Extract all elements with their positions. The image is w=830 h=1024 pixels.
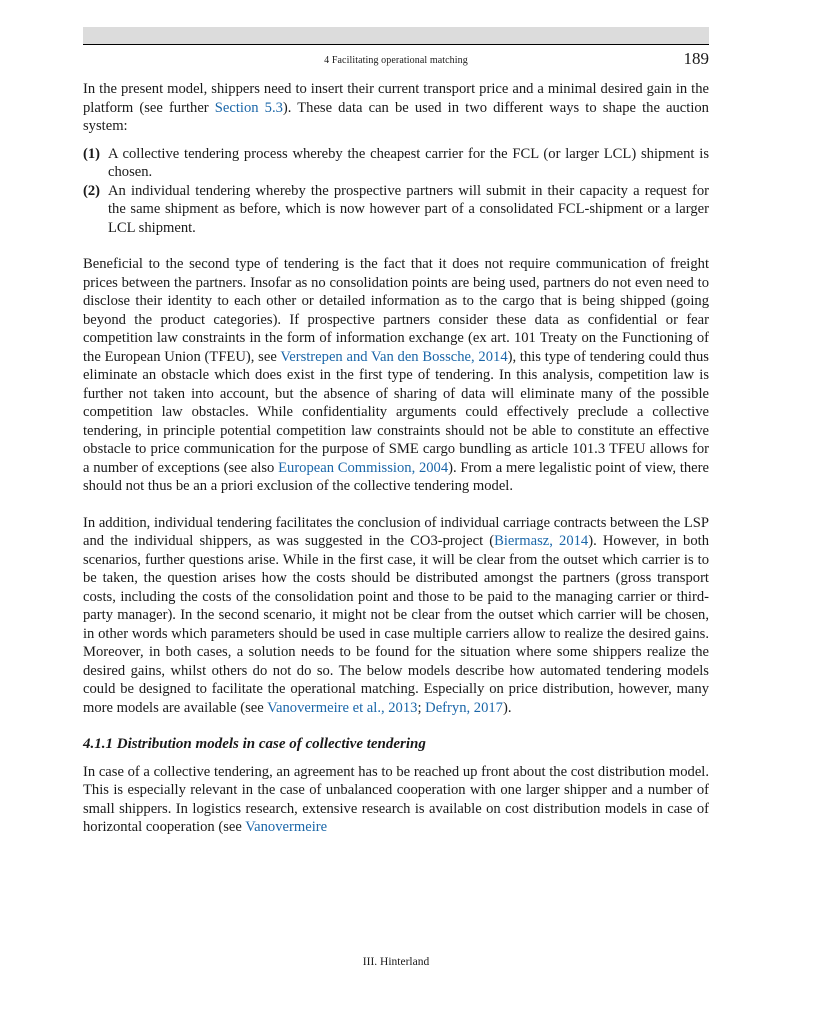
spacer <box>83 136 709 145</box>
para2-text-3: ). From a mere legalistic point of view, there should not thus be an a priori exclusion of the collective tendering model. <box>83 459 709 494</box>
vanovermeire-link[interactable]: Vanovermeire <box>245 819 328 835</box>
paragraph-collective-tendering <box>83 763 709 837</box>
verstrepen-link[interactable]: Verstrepen and Van den Bossche, 2014 <box>280 348 508 365</box>
header-bar <box>83 27 709 44</box>
running-head <box>83 49 709 71</box>
spacer <box>83 754 709 763</box>
numbered-list <box>83 145 709 238</box>
spacer <box>83 717 709 735</box>
paragraph-individual-tendering <box>83 514 709 718</box>
page-number: 189 <box>683 49 709 68</box>
defryn-link[interactable]: Defryn, 2017 <box>425 699 503 716</box>
para3-text-2: ). However, in both scenarios, further questions arise. While in the first case, it will be clear from the outset which carrier is to be taken, the question arises how the costs should be distributed amongst the partners (gross transport costs, including the costs of the consolidation point and those to be paid to the managing carrier or third-party manager). In the second scenario, it might not be clear from the outset which carrier will be chosen, in other words which parameters should be used in case multiple carriers allow to realize the desired gains. Moreover, in both cases, a solution needs to be found for the situation where some shippers realize the desired gains, whilst others do not do so. The below models describe how automated tendering models could be designed to facilitate the operational matching. Especially on price distribution, however, many more models are available (see <box>83 533 709 716</box>
intro-text-2: ). These data can be used in two different ways to shape the auction system: <box>83 99 709 134</box>
para2-text-2: ), this type of tendering could thus eliminate an obstacle which does exist in the first type of tendering. In this analysis, competition law is further not taken into account, but the absence of sharing of data will eliminate many of the possible competition law obstacles. While confidentiality arguments could effectively preclude a collective tendering, in principle potential competition law constraints should not be able to constitute an effective obstacle to price communication for the purpose of SME cargo bundling as article 101.3 TFEU allows for a number of exceptions (see also <box>83 348 709 476</box>
european-commission-link[interactable]: European Commission, 2004 <box>278 459 449 476</box>
spacer <box>83 496 709 514</box>
intro-paragraph <box>83 80 709 136</box>
list-item <box>83 182 709 238</box>
list-number: (2) <box>83 182 101 199</box>
list-text: An individual tendering whereby the prospective partners will submit in their capacity a request for the same shipment as before, which is now however part of a consolidated FCL-shipment or a larger LCL shipment. <box>108 182 709 236</box>
section-link[interactable]: Section 5.3 <box>214 99 283 116</box>
section-heading: 4.1.1 Distribution models in case of collective tendering <box>83 736 426 752</box>
paragraph-tendering-benefits <box>83 255 709 496</box>
para4-text-1: In case of a collective tendering, an agreement has to be reached up front about the cost distribution model. This is especially relevant in the case of unbalanced cooperation with one larger shipper and a number of small shippers. In logistics research, extensive research is available on cost distribution models in case of horizontal cooperation (see <box>83 763 709 835</box>
body-text <box>83 80 709 837</box>
citation-separator: ; <box>417 699 426 716</box>
list-number: (1) <box>83 145 101 162</box>
spacer <box>83 237 709 255</box>
list-item <box>83 145 709 182</box>
para3-text-3: ). <box>502 699 512 716</box>
intro-text-1: In the present model, shippers need to insert their current transport price and a minimal desired gain in the platform (see further <box>83 81 709 116</box>
vanovermeire-link[interactable]: Vanovermeire et al., 2013 <box>267 699 418 716</box>
para2-text-1: Beneficial to the second type of tendering is the fact that it does not require communication of freight prices between the partners. Insofar as no consolidation points are being used, partners do not even need to disclose their identity to each other or detailed information as to the cargo that is being shipped (going beyond the product categories). If prospective partners consider these data as confidential or fear competition law constraints in the form of information exchange (ex art. 101 Treaty on the Functioning of the European Union (TFEU), see <box>83 256 709 365</box>
footer-part-title: III. Hinterland <box>362 956 430 968</box>
para3-text-1: In addition, individual tendering facilitates the conclusion of individual carriage contracts between the LSP and the individual shippers, as was suggested in the CO3-project ( <box>83 514 709 549</box>
list-text: A collective tendering process whereby the cheapest carrier for the FCL (or larger LCL) shipment is chosen. <box>108 145 709 180</box>
running-title: 4 Facilitating operational matching <box>324 55 468 66</box>
header-rule <box>83 44 709 45</box>
biermasz-link[interactable]: Biermasz, 2014 <box>494 533 589 549</box>
